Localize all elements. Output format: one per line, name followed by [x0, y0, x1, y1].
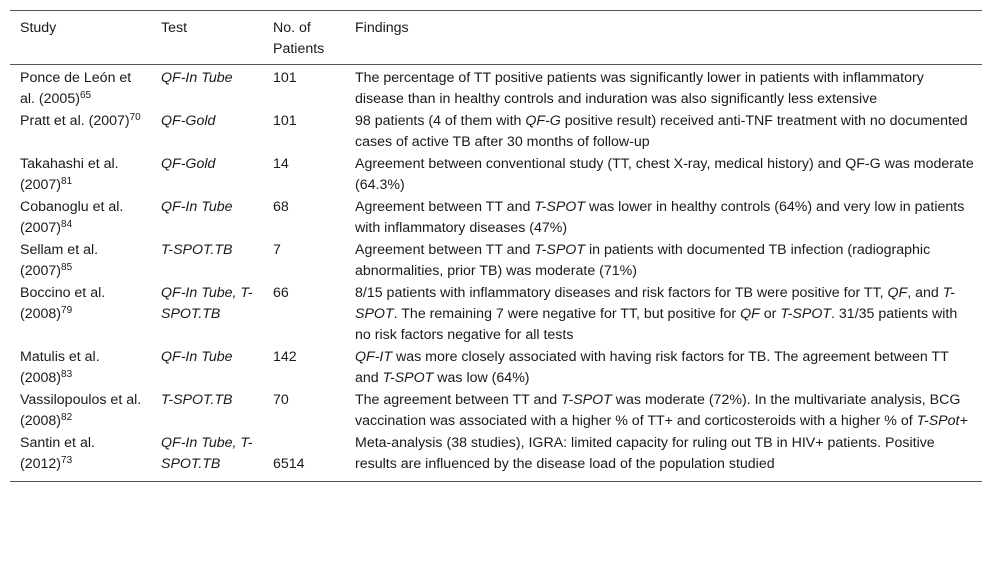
- test-cell: T-SPOT.TB: [161, 392, 233, 408]
- study-cell: [10, 111, 151, 154]
- findings-italic-term: T-SPOT: [561, 392, 612, 408]
- study-reference: 83: [61, 369, 73, 380]
- study-name: Santin et al. (2012): [20, 435, 95, 472]
- patients-count: 66: [273, 285, 289, 301]
- findings-text: 8/15 patients with inflammatory diseases and risk factors for TB were positive for TT,: [355, 285, 888, 301]
- table-row: [10, 240, 982, 283]
- patients-cell: [263, 347, 345, 390]
- table-row: [10, 283, 982, 347]
- findings-text: Agreement between TT and: [355, 199, 535, 215]
- findings-text: in patients with documented TB infection (radiographic abnormalities, prior TB) was moderate (71%): [355, 242, 931, 279]
- study-reference: 81: [61, 176, 73, 187]
- findings-italic-term: T-SPot+: [916, 413, 968, 429]
- study-reference: 65: [79, 90, 92, 101]
- findings-cell: [345, 283, 982, 347]
- findings-text: positive result) received anti-TNF treatment with no documented cases of active TB after 30 months of follow-up: [355, 113, 968, 150]
- patients-cell: [263, 283, 345, 347]
- findings-text: 98 patients (4 of them with: [355, 113, 526, 129]
- findings-italic-term: T-SPOT: [534, 242, 586, 258]
- table-row: [10, 154, 982, 197]
- study-cell: [10, 240, 151, 283]
- findings-text: was more closely associated with having risk factors for TB. The agreement between TT and: [355, 349, 949, 386]
- findings-text: or: [759, 306, 781, 322]
- findings-italic-term: T-SPOT: [780, 306, 832, 322]
- findings-italic-term: T-SPOT: [355, 285, 955, 322]
- patients-count: 70: [273, 392, 289, 408]
- findings-text: was low (64%): [433, 370, 530, 386]
- patients-cell: [263, 65, 345, 112]
- header-patients-line2: Patients: [273, 41, 325, 57]
- findings-text: The agreement between TT and: [355, 392, 562, 408]
- study-cell: [10, 283, 151, 347]
- study-reference: 73: [61, 455, 73, 466]
- header-row: [10, 11, 982, 65]
- findings-cell: [345, 390, 982, 433]
- findings-italic-term: QF: [887, 285, 908, 301]
- study-cell: [10, 347, 151, 390]
- findings-text: was moderate (72%). In the multivariate analysis, BCG vaccination was associated with a higher % of TT+ and corticosteroids with a higher % of: [355, 392, 961, 429]
- findings-text: Agreement between TT and: [355, 242, 535, 258]
- table-row: [10, 433, 982, 482]
- table-row: [10, 390, 982, 433]
- study-reference: 70: [129, 112, 141, 123]
- patients-count: 101: [273, 113, 297, 129]
- patients-cell: [263, 197, 345, 240]
- patients-cell: [263, 240, 345, 283]
- patients-cell: [263, 154, 345, 197]
- findings-text: . 31/35 patients with no risk factors negative for all tests: [355, 306, 958, 343]
- findings-text: was lower in healthy controls (64%) and very low in patients with inflammatory diseases (47%): [355, 199, 965, 236]
- findings-cell: [345, 197, 982, 240]
- study-reference: 82: [61, 412, 73, 423]
- study-name: Takahashi et al. (2007): [20, 156, 119, 193]
- study-reference: 85: [61, 262, 73, 273]
- patients-count: 142: [273, 349, 297, 365]
- study-reference: 79: [61, 305, 73, 316]
- study-name: Matulis et al. (2008): [20, 349, 100, 386]
- test-cell: QF-In Tube: [161, 349, 233, 365]
- findings-cell: [345, 433, 982, 482]
- findings-cell: [345, 65, 982, 112]
- studies-table-container: [10, 10, 982, 482]
- study-name: Vassilopoulos et al. (2008): [20, 392, 142, 429]
- study-reference: 84: [61, 219, 73, 230]
- patients-cell: [263, 433, 345, 482]
- header-findings: Findings: [355, 20, 409, 36]
- study-name: Pratt et al. (2007): [20, 113, 130, 129]
- header-patients-line1: No. of: [273, 20, 311, 36]
- test-cell: QF-Gold: [161, 156, 216, 172]
- header-patients: [263, 11, 345, 65]
- findings-text: . The remaining 7 were negative for TT, but positive for: [393, 306, 741, 322]
- findings-italic-term: QF-IT: [355, 349, 393, 365]
- findings-text: Meta-analysis (38 studies), IGRA: limited capacity for ruling out TB in HIV+ patients. Positive results are influenced by the disease load of the population studied: [355, 435, 935, 472]
- findings-text: Agreement between conventional study (TT, chest X-ray, medical history) and QF-G was moderate (64.3%): [355, 156, 974, 193]
- patients-cell: [263, 390, 345, 433]
- findings-italic-term: T-SPOT: [534, 199, 586, 215]
- table-row: [10, 347, 982, 390]
- study-name: Cobanoglu et al. (2007): [20, 199, 124, 236]
- table-body: [10, 65, 982, 482]
- patients-count: 14: [273, 156, 289, 172]
- patients-cell: [263, 111, 345, 154]
- test-cell: QF-In Tube, T-SPOT.TB: [161, 285, 253, 322]
- findings-cell: [345, 240, 982, 283]
- patients-count: 101: [273, 70, 297, 86]
- patients-count: 6514: [273, 456, 305, 472]
- findings-italic-term: QF-G: [525, 113, 561, 129]
- findings-italic-term: T-SPOT: [382, 370, 434, 386]
- table-row: [10, 65, 982, 112]
- study-name: Sellam et al. (2007): [20, 242, 99, 279]
- findings-text: , and: [907, 285, 943, 301]
- study-name: Boccino et al. (2008): [20, 285, 106, 322]
- table-row: [10, 197, 982, 240]
- study-cell: [10, 390, 151, 433]
- test-cell: QF-In Tube: [161, 70, 233, 86]
- study-cell: [10, 433, 151, 482]
- test-cell: T-SPOT.TB: [161, 242, 233, 258]
- test-cell: QF-In Tube, T-SPOT.TB: [161, 435, 253, 472]
- study-cell: [10, 65, 151, 112]
- patients-count: 68: [273, 199, 289, 215]
- patients-count: 7: [273, 242, 281, 258]
- findings-cell: [345, 347, 982, 390]
- header-study: Study: [20, 20, 57, 36]
- studies-table: [10, 10, 982, 482]
- findings-cell: [345, 154, 982, 197]
- findings-italic-term: QF: [740, 306, 760, 322]
- spacer: [273, 433, 339, 454]
- table-header: [10, 11, 982, 65]
- test-cell: QF-In Tube: [161, 199, 233, 215]
- table-row: [10, 111, 982, 154]
- findings-text: The percentage of TT positive patients was significantly lower in patients with inflammatory disease than in healthy controls and induration was also significantly less extensive: [355, 70, 924, 107]
- header-test: Test: [161, 20, 188, 36]
- findings-cell: [345, 111, 982, 154]
- test-cell: QF-Gold: [161, 113, 216, 129]
- study-name: Ponce de León et al. (2005): [20, 70, 132, 107]
- study-cell: [10, 154, 151, 197]
- study-cell: [10, 197, 151, 240]
